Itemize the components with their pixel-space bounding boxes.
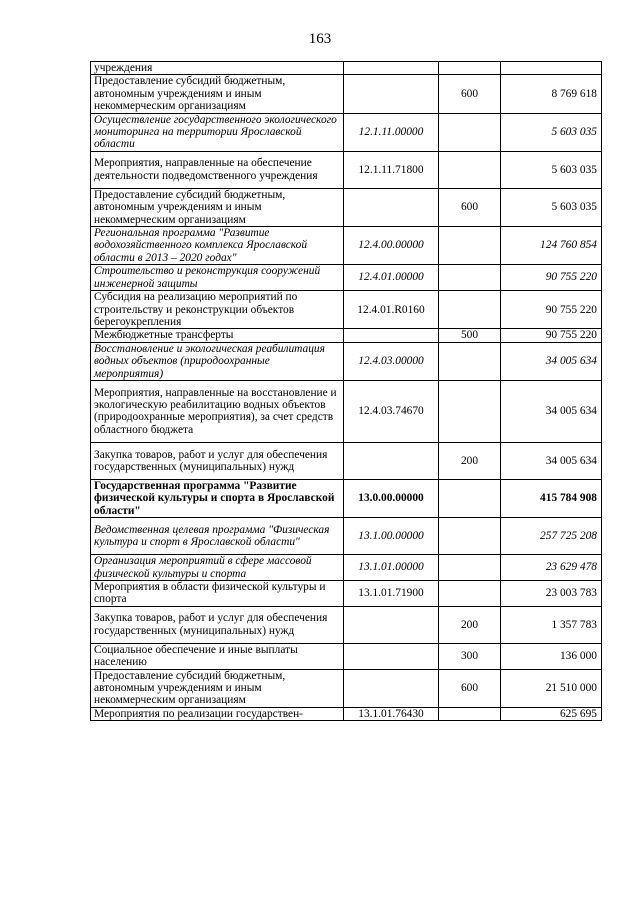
row-sum-cell xyxy=(501,62,602,75)
row-code-cell: 13.1.01.00000 xyxy=(344,555,439,581)
row-sum-cell: 34 005 634 xyxy=(501,342,602,380)
row-code-cell: 13.1.00.00000 xyxy=(344,518,439,555)
row-code-cell xyxy=(344,643,439,669)
row-sum-cell: 90 755 220 xyxy=(501,329,602,342)
table-row xyxy=(91,227,602,265)
row-type-cell xyxy=(439,265,501,291)
row-sum-cell: 8 769 618 xyxy=(501,75,602,113)
row-code-cell: 12.1.11.71800 xyxy=(344,151,439,188)
row-sum-cell: 124 760 854 xyxy=(501,227,602,265)
row-code-cell xyxy=(344,62,439,75)
row-code-cell: 13.0.00.00000 xyxy=(344,479,439,517)
table-row xyxy=(91,606,602,643)
row-type-cell xyxy=(439,291,501,329)
table-row xyxy=(91,643,602,669)
row-sum-cell: 90 755 220 xyxy=(501,291,602,329)
table-row xyxy=(91,342,602,380)
table-row xyxy=(91,555,602,581)
row-code-cell: 13.1.01.76430 xyxy=(344,707,439,720)
table-row xyxy=(91,265,602,291)
row-name-cell: Субсидия на реализацию мероприятий по строительству и реконструкции объектов берегоукрепления xyxy=(91,291,344,329)
row-type-cell xyxy=(439,707,501,720)
row-type-cell xyxy=(439,479,501,517)
row-sum-cell: 23 629 478 xyxy=(501,555,602,581)
row-type-cell xyxy=(439,518,501,555)
row-name-cell: Государственная программа "Развитие физической культуры и спорта в Ярославской области" xyxy=(91,479,344,517)
row-sum-cell: 1 357 783 xyxy=(501,606,602,643)
row-name-cell: Предоставление субсидий бюджетным, автономным учреждениям и иным некоммерческим организациям xyxy=(91,188,344,226)
table-row xyxy=(91,188,602,226)
row-type-cell: 300 xyxy=(439,643,501,669)
table-row xyxy=(91,580,602,606)
table-row xyxy=(91,151,602,188)
row-code-cell: 12.4.01.R0160 xyxy=(344,291,439,329)
row-code-cell xyxy=(344,442,439,479)
row-sum-cell: 5 603 035 xyxy=(501,151,602,188)
row-name-cell: Осуществление государственного экологического мониторинга на территории Ярославской области xyxy=(91,113,344,151)
table-row xyxy=(91,518,602,555)
table-row xyxy=(91,62,602,75)
row-type-cell: 600 xyxy=(439,669,501,707)
table-row xyxy=(91,329,602,342)
row-type-cell xyxy=(439,227,501,265)
row-name-cell: Региональная программа "Развитие водохозяйственного комплекса Ярославской области в 2013 – 2020 годах" xyxy=(91,227,344,265)
row-name-cell: Мероприятия в области физической культуры и спорта xyxy=(91,580,344,606)
row-code-cell: 12.1.11.00000 xyxy=(344,113,439,151)
row-type-cell xyxy=(439,555,501,581)
row-name-cell: Предоставление субсидий бюджетным, автономным учреждениям и иным некоммерческим организациям xyxy=(91,669,344,707)
table-row xyxy=(91,707,602,720)
row-name-cell: Мероприятия по реализации государствен- xyxy=(91,707,344,720)
row-type-cell: 600 xyxy=(439,188,501,226)
row-type-cell xyxy=(439,380,501,442)
row-code-cell xyxy=(344,669,439,707)
row-name-cell: Мероприятия, направленные на обеспечение деятельности подведомственного учреждения xyxy=(91,151,344,188)
row-sum-cell: 5 603 035 xyxy=(501,113,602,151)
table-row xyxy=(91,75,602,113)
table-row xyxy=(91,380,602,442)
row-code-cell: 12.4.03.00000 xyxy=(344,342,439,380)
row-code-cell xyxy=(344,75,439,113)
row-type-cell: 600 xyxy=(439,75,501,113)
row-sum-cell: 90 755 220 xyxy=(501,265,602,291)
row-sum-cell: 34 005 634 xyxy=(501,380,602,442)
row-code-cell: 12.4.03.74670 xyxy=(344,380,439,442)
row-name-cell: Восстановление и экологическая реабилитация водных объектов (природоохранные мероприятия) xyxy=(91,342,344,380)
row-type-cell xyxy=(439,151,501,188)
row-code-cell: 12.4.01.00000 xyxy=(344,265,439,291)
row-type-cell xyxy=(439,62,501,75)
budget-table xyxy=(90,61,602,721)
row-name-cell: Межбюджетные трансферты xyxy=(91,329,344,342)
row-type-cell xyxy=(439,113,501,151)
row-sum-cell: 136 000 xyxy=(501,643,602,669)
row-name-cell: Социальное обеспечение и иные выплаты населению xyxy=(91,643,344,669)
table-row xyxy=(91,113,602,151)
row-sum-cell: 34 005 634 xyxy=(501,442,602,479)
row-code-cell: 12.4.00.00000 xyxy=(344,227,439,265)
row-code-cell xyxy=(344,188,439,226)
table-row xyxy=(91,479,602,517)
row-name-cell: Организация мероприятий в сфере массовой физической культуры и спорта xyxy=(91,555,344,581)
row-name-cell: Закупка товаров, работ и услуг для обеспечения государственных (муниципальных) нужд xyxy=(91,442,344,479)
row-type-cell: 500 xyxy=(439,329,501,342)
row-name-cell: учреждения xyxy=(91,62,344,75)
row-sum-cell: 5 603 035 xyxy=(501,188,602,226)
row-name-cell: Ведомственная целевая программа "Физическая культура и спорт в Ярославской области" xyxy=(91,518,344,555)
row-code-cell: 13.1.01.71900 xyxy=(344,580,439,606)
page-number: 163 xyxy=(308,31,332,47)
table-row xyxy=(91,442,602,479)
row-type-cell: 200 xyxy=(439,606,501,643)
row-name-cell: Строительство и реконструкция сооружений инженерной защиты xyxy=(91,265,344,291)
row-sum-cell: 257 725 208 xyxy=(501,518,602,555)
table-row xyxy=(91,669,602,707)
row-type-cell xyxy=(439,342,501,380)
row-code-cell xyxy=(344,329,439,342)
row-name-cell: Предоставление субсидий бюджетным, автономным учреждениям и иным некоммерческим организациям xyxy=(91,75,344,113)
row-name-cell: Закупка товаров, работ и услуг для обеспечения государственных (муниципальных) нужд xyxy=(91,606,344,643)
row-sum-cell: 23 003 783 xyxy=(501,580,602,606)
row-code-cell xyxy=(344,606,439,643)
row-sum-cell: 21 510 000 xyxy=(501,669,602,707)
row-type-cell xyxy=(439,580,501,606)
row-name-cell: Мероприятия, направленные на восстановление и экологическую реабилитацию водных объектов (природоохранные мероприятия), за счет средств областного бюджета xyxy=(91,380,344,442)
table-row xyxy=(91,291,602,329)
row-type-cell: 200 xyxy=(439,442,501,479)
row-sum-cell: 625 695 xyxy=(501,707,602,720)
budget-table-body xyxy=(91,62,602,721)
row-sum-cell: 415 784 908 xyxy=(501,479,602,517)
